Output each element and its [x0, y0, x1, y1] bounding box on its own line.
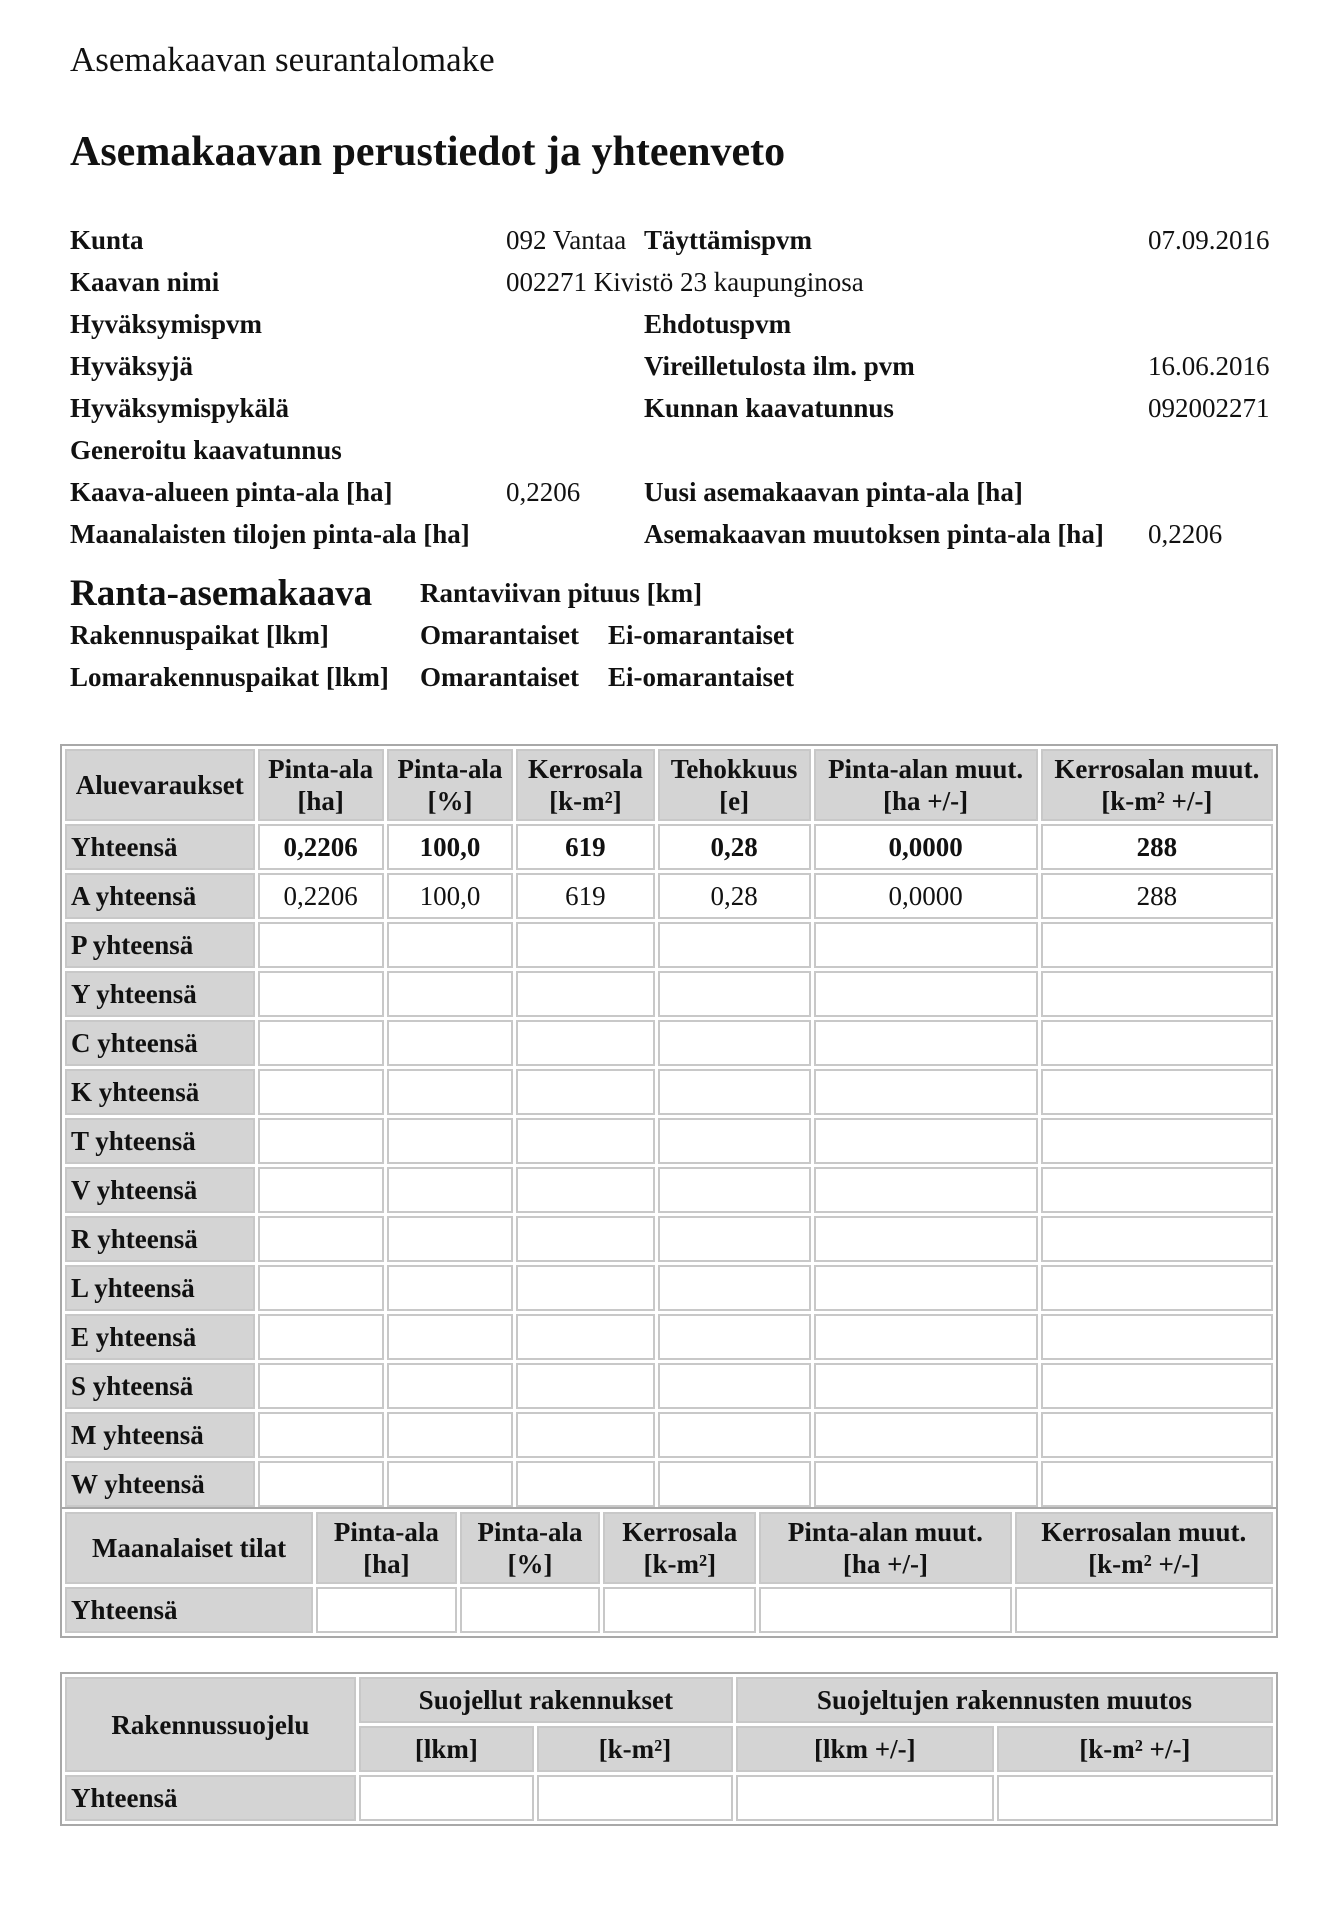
table-cell [258, 1167, 384, 1213]
table-cell [316, 1587, 457, 1633]
table-cell: 0,2206 [258, 824, 384, 870]
table-cell [603, 1587, 756, 1633]
header-unit: [%] [427, 786, 473, 816]
table-row [65, 922, 1273, 968]
table-cell [1041, 1314, 1273, 1360]
row-label: P yhteensä [65, 922, 255, 968]
table-cell [516, 1363, 655, 1409]
table-cell [658, 971, 811, 1017]
table-row [65, 1775, 1273, 1821]
table-cell [1015, 1587, 1273, 1633]
field-value: 0,2206 [1148, 519, 1223, 549]
non-own-shore-label: Ei-omarantaiset [608, 620, 794, 650]
column-header [65, 749, 255, 821]
field-label: Täyttämispvm [644, 225, 812, 255]
field-label: Vireilletulosta ilm. pvm [644, 351, 915, 381]
column-header [65, 1512, 313, 1584]
table-cell [658, 1167, 811, 1213]
table-cell [1041, 1020, 1273, 1066]
field-label: Asemakaavan muutoksen pinta-ala [ha] [644, 519, 1104, 549]
table-row [65, 1461, 1273, 1507]
field-value: 16.06.2016 [1148, 351, 1270, 381]
column-header [1015, 1512, 1273, 1584]
column-header [516, 749, 655, 821]
table-cell [1041, 1069, 1273, 1115]
field-label: Ehdotuspvm [644, 309, 792, 339]
table-cell: 0,0000 [814, 873, 1038, 919]
field-label: Kunnan kaavatunnus [644, 393, 894, 423]
row-label: R yhteensä [65, 1216, 255, 1262]
table-cell [516, 1216, 655, 1262]
row-label: Y yhteensä [65, 971, 255, 1017]
table-cell [997, 1775, 1273, 1821]
maanalaiset-table [60, 1507, 1278, 1638]
header-unit: [ha +/-] [842, 1549, 928, 1579]
table-cell [359, 1775, 534, 1821]
table-cell [1041, 1461, 1273, 1507]
row-label: V yhteensä [65, 1167, 255, 1213]
table-cell [258, 1314, 384, 1360]
table-cell [387, 1216, 513, 1262]
row-label: Yhteensä [65, 1775, 356, 1821]
table-cell [658, 1118, 811, 1164]
column-header [258, 749, 384, 821]
header-unit: [%] [507, 1549, 553, 1579]
info-row [70, 309, 1280, 351]
column-header [658, 749, 811, 821]
table-row [65, 873, 1273, 919]
table-cell [387, 1412, 513, 1458]
table-cell [658, 1216, 811, 1262]
field-label: Kaava-alueen pinta-ala [ha] [70, 477, 393, 507]
table-cell [516, 1118, 655, 1164]
table-cell: 288 [1041, 824, 1273, 870]
table-cell [387, 1314, 513, 1360]
row-label: Yhteensä [65, 824, 255, 870]
table-row [65, 971, 1273, 1017]
table-cell [516, 1412, 655, 1458]
row-label: S yhteensä [65, 1363, 255, 1409]
own-shore-label: Omarantaiset [420, 662, 579, 692]
header-line: Maanalaiset tilat [91, 1533, 287, 1563]
row-label: T yhteensä [65, 1118, 255, 1164]
header-unit: [k-m² +/-] [1088, 1549, 1200, 1579]
table-cell [537, 1775, 733, 1821]
table-cell: 619 [516, 824, 655, 870]
column-header [814, 749, 1038, 821]
table-cell [658, 1265, 811, 1311]
table-cell [814, 1314, 1038, 1360]
field-value: 092002271 [1148, 393, 1270, 423]
table-cell [1041, 1265, 1273, 1311]
field-label: Hyväksyjä [70, 351, 194, 381]
table-cell [516, 1167, 655, 1213]
table-row [65, 1314, 1273, 1360]
table-cell [658, 1020, 811, 1066]
header-unit: [k-m² +/-] [1101, 786, 1213, 816]
table-cell [814, 922, 1038, 968]
row-label: L yhteensä [65, 1265, 255, 1311]
column-header [1041, 749, 1273, 821]
table-cell [516, 1265, 655, 1311]
table-cell [387, 1461, 513, 1507]
table-cell: 100,0 [387, 873, 513, 919]
table-row [65, 1118, 1273, 1164]
info-row [70, 519, 1280, 561]
table-cell [814, 1069, 1038, 1115]
holiday-sites-label: Lomarakennuspaikat [lkm] [70, 662, 389, 692]
table-cell [1041, 1412, 1273, 1458]
header-unit: [k-m²] [643, 1549, 717, 1579]
table-cell [258, 971, 384, 1017]
own-shore-label: Omarantaiset [420, 620, 579, 650]
table-cell [1041, 971, 1273, 1017]
header-unit: [ha] [297, 786, 344, 816]
table-cell [658, 922, 811, 968]
table-row [65, 1265, 1273, 1311]
field-value: 07.09.2016 [1148, 225, 1270, 255]
table-row [65, 1587, 1273, 1633]
table-cell: 0,28 [658, 824, 811, 870]
unit-header: [lkm] [359, 1726, 534, 1772]
table-cell: 619 [516, 873, 655, 919]
table-cell [516, 922, 655, 968]
table-row [65, 1216, 1273, 1262]
info-row [70, 435, 1280, 477]
field-value: 002271 Kivistö 23 kaupunginosa [506, 267, 864, 297]
table-cell: 0,2206 [258, 873, 384, 919]
table-cell [736, 1775, 994, 1821]
column-header [603, 1512, 756, 1584]
field-value: 092 Vantaa [506, 225, 627, 255]
info-row [70, 267, 1280, 309]
building-sites-label: Rakennuspaikat [lkm] [70, 620, 329, 650]
table-cell [516, 1314, 655, 1360]
column-header [316, 1512, 457, 1584]
header-line: Pinta-alan muut. [828, 754, 1024, 784]
table-cell: 288 [1041, 873, 1273, 919]
table-row [65, 1020, 1273, 1066]
table-cell [258, 1020, 384, 1066]
table-cell [1041, 1118, 1273, 1164]
table-cell [258, 1216, 384, 1262]
table-cell [258, 1363, 384, 1409]
table-cell [516, 1020, 655, 1066]
header-line: Aluevaraukset [75, 770, 244, 800]
table-cell [814, 1363, 1038, 1409]
row-label: W yhteensä [65, 1461, 255, 1507]
table-cell [258, 922, 384, 968]
table-cell: 0,28 [658, 873, 811, 919]
table-cell [814, 1118, 1038, 1164]
table-cell [387, 971, 513, 1017]
table-cell [759, 1587, 1011, 1633]
field-label: Uusi asemakaavan pinta-ala [ha] [644, 477, 1023, 507]
column-header [460, 1512, 601, 1584]
info-row [70, 393, 1280, 435]
field-label: Hyväksymispykälä [70, 393, 290, 423]
table-cell: 100,0 [387, 824, 513, 870]
header-line: Pinta-ala [477, 1517, 583, 1547]
table-cell: 0,0000 [814, 824, 1038, 870]
table-row [65, 1069, 1273, 1115]
row-label: A yhteensä [65, 873, 255, 919]
field-value: 0,2206 [506, 477, 581, 507]
column-header [759, 1512, 1011, 1584]
table-cell [516, 1069, 655, 1115]
header-line: Pinta-ala [268, 754, 374, 784]
table-cell [258, 1069, 384, 1115]
header-line: Pinta-ala [397, 754, 503, 784]
table-cell [814, 1167, 1038, 1213]
table-cell [1041, 1167, 1273, 1213]
ranta-title: Ranta-asemakaava [70, 573, 373, 614]
shoreline-label: Rantaviivan pituus [km] [420, 578, 703, 608]
table-cell [1041, 922, 1273, 968]
table-cell [258, 1461, 384, 1507]
header-line: Kerrosala [527, 754, 643, 784]
header-unit: [e] [719, 786, 750, 816]
table-cell [814, 1020, 1038, 1066]
field-label: Kaavan nimi [70, 267, 220, 297]
field-label: Hyväksymispvm [70, 309, 263, 339]
info-row [70, 477, 1280, 519]
header-unit: [k-m²] [549, 786, 622, 816]
row-label: C yhteensä [65, 1020, 255, 1066]
table-row [65, 1167, 1273, 1213]
table-cell [1041, 1363, 1273, 1409]
column-header [387, 749, 513, 821]
table-cell [387, 1363, 513, 1409]
row-label: Yhteensä [65, 1587, 313, 1633]
table-cell [258, 1412, 384, 1458]
info-row [70, 225, 1280, 267]
table-cell [516, 971, 655, 1017]
table-row [65, 1363, 1273, 1409]
table-cell [1041, 1216, 1273, 1262]
table-cell [258, 1265, 384, 1311]
table-cell [387, 1167, 513, 1213]
table-cell [387, 1118, 513, 1164]
table-cell [814, 1265, 1038, 1311]
header-unit: [ha] [363, 1549, 410, 1579]
table-cell [258, 1118, 384, 1164]
rakennussuojelu-table [60, 1672, 1278, 1826]
table-cell [658, 1363, 811, 1409]
table-cell [387, 922, 513, 968]
table-cell [387, 1069, 513, 1115]
unit-header: [k-m² +/-] [997, 1726, 1273, 1772]
header-line: Kerrosalan muut. [1054, 754, 1260, 784]
header-line: Tehokkuus [670, 754, 798, 784]
table-cell [814, 1412, 1038, 1458]
header-unit: [ha +/-] [883, 786, 969, 816]
table-cell [658, 1412, 811, 1458]
table-cell [387, 1265, 513, 1311]
table-row [65, 1412, 1273, 1458]
non-own-shore-label: Ei-omarantaiset [608, 662, 794, 692]
header-line: Kerrosalan muut. [1041, 1517, 1247, 1547]
table-cell [460, 1587, 601, 1633]
table-cell [658, 1314, 811, 1360]
table-cell [814, 971, 1038, 1017]
table-cell [814, 1216, 1038, 1262]
table-cell [814, 1461, 1038, 1507]
page-title: Asemakaavan perustiedot ja yhteenveto [70, 129, 786, 175]
protected-buildings-header: Suojellut rakennukset [359, 1677, 733, 1723]
field-label: Kunta [70, 225, 144, 255]
unit-header: [lkm +/-] [736, 1726, 994, 1772]
table-cell [516, 1461, 655, 1507]
table-row [65, 824, 1273, 870]
field-label: Generoitu kaavatunnus [70, 435, 342, 465]
row-label: M yhteensä [65, 1412, 255, 1458]
header-line: Kerrosala [622, 1517, 738, 1547]
header-line: Pinta-alan muut. [787, 1517, 983, 1547]
header-line: Pinta-ala [333, 1517, 439, 1547]
aluevaraukset-table [60, 744, 1278, 1512]
page-header: Asemakaavan seurantalomake [70, 40, 495, 79]
table-cell [387, 1020, 513, 1066]
unit-header: [k-m²] [537, 1726, 733, 1772]
info-row [70, 351, 1280, 393]
table-cell [658, 1461, 811, 1507]
basic-info-section [70, 225, 1280, 561]
row-label: K yhteensä [65, 1069, 255, 1115]
field-label: Maanalaisten tilojen pinta-ala [ha] [70, 519, 470, 549]
row-label: E yhteensä [65, 1314, 255, 1360]
rakennussuojelu-header: Rakennussuojelu [65, 1677, 356, 1772]
table-cell [658, 1069, 811, 1115]
protected-buildings-change-header: Suojeltujen rakennusten muutos [736, 1677, 1273, 1723]
